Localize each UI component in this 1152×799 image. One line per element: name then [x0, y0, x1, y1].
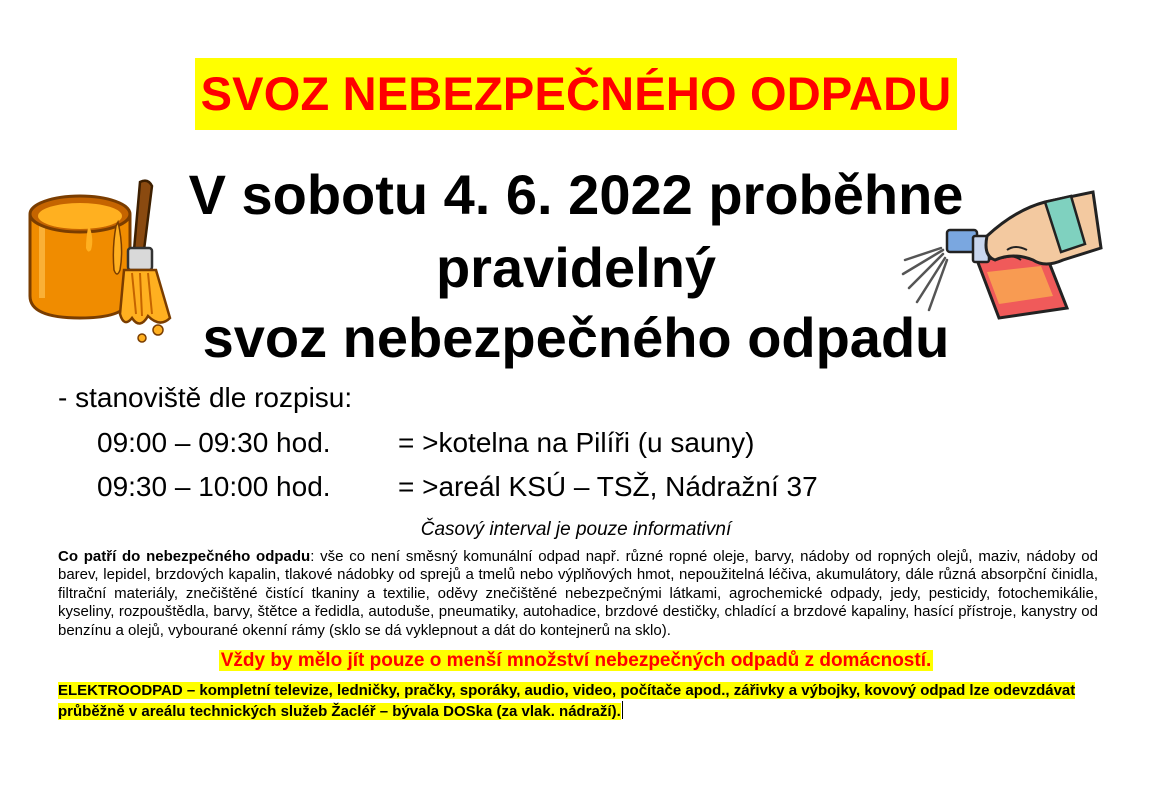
- schedule-place-1: = >kotelna na Pilíři (u sauny): [398, 427, 755, 458]
- electro-waste-text: ELEKTROODPAD – kompletní televize, ledničky, pračky, sporáky, audio, video, počítače apod., zářivky a výbojky, kovový odpad lze odevzdávat průběžně v areálu technických služeb Žacléř – bývala DOSka (za vlak. nádraží).: [58, 682, 1076, 720]
- quantity-warning: Vždy by mělo jít pouze o menší množství nebezpečných odpadů z domácností.: [220, 650, 932, 671]
- stations-intro: - stanoviště dle rozpisu:: [58, 382, 353, 413]
- headline-line-3: svoz nebezpečného odpadu: [202, 306, 950, 369]
- info-text: : vše co není směsný komunální odpad např. různé ropné oleje, barvy, nádoby od ropných olejů, maziv, nádoby od barev, lepidel, brzdových kapalin, tlakové nádobky od sprejů a tmelů nebo výplňových hmot, nepoužitelná léčiva, akumulátory, dále různá absorpční činidla, filtrační materiály, znečištěné čistící tkaniny a textilie, oděvy znečištěné nebezpečnými látkami, agrochemické odpady, jedy, pesticidy, fotochemikálie, kyseliny, rozpouštědla, barvy, štětce a ředidla, autoduše, pneumatiky, autohadice, brzdové destičky, chladící a brzdové kapaliny, hasící přístroje, kanystry od benzínu a olejů, vybourané okenní rámy (sklo se dá vyklepnout a dát do kontejnerů na sklo).: [58, 548, 1098, 639]
- schedule-time-2: 09:30 – 10:00 hod.: [97, 471, 331, 502]
- text-cursor: [622, 701, 623, 719]
- schedule-time-1: 09:00 – 09:30 hod.: [97, 427, 331, 458]
- schedule-place-2: = >areál KSÚ – TSŽ, Nádražní 37: [398, 471, 818, 502]
- interval-note: Časový interval je pouze informativní: [420, 519, 732, 540]
- electro-waste-info: [58, 680, 1103, 722]
- headline-line-1: V sobotu 4. 6. 2022 proběhne: [188, 163, 964, 226]
- title-container: [0, 58, 1152, 130]
- page-title: SVOZ NEBEZPEČNÉHO ODPADU: [195, 58, 958, 130]
- info-lead: Co patří do nebezpečného odpadu: [58, 548, 311, 565]
- warning-container: [0, 648, 1152, 674]
- hazardous-waste-info: [58, 548, 1098, 640]
- headline-line-2: pravidelný: [435, 236, 717, 299]
